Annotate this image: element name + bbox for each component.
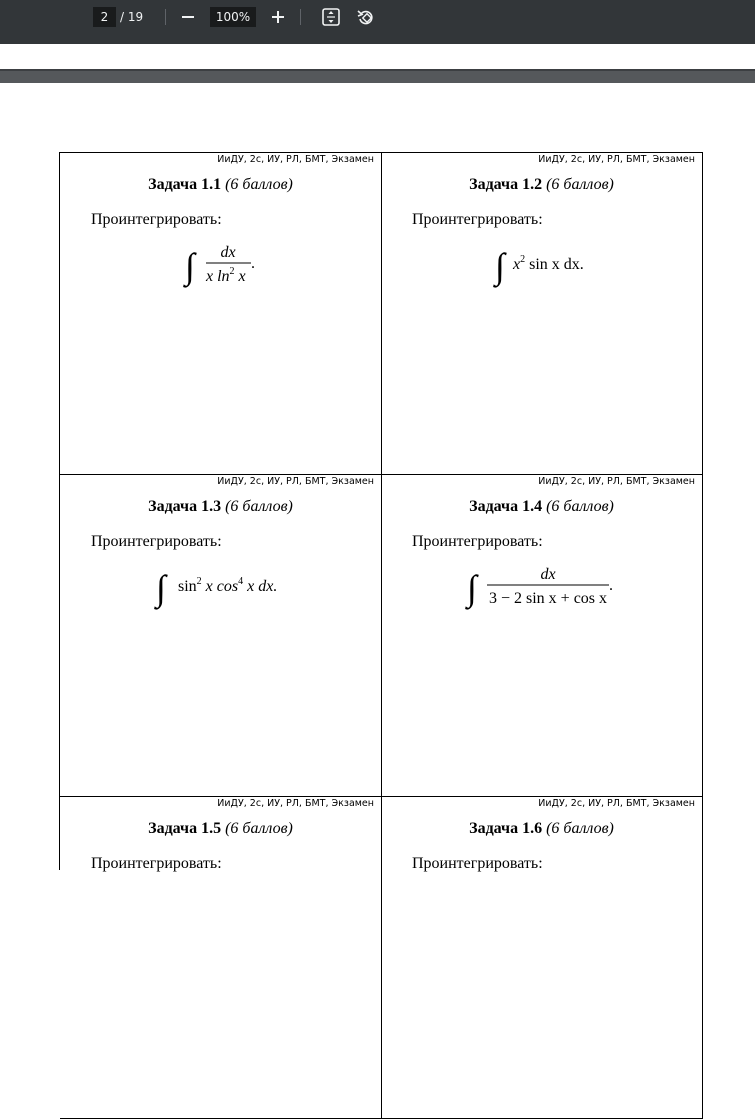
pdf-toolbar: [0, 0, 755, 44]
card-header: ИиДУ, 2с, ИУ, РЛ, БМТ, Экзамен: [538, 476, 695, 487]
integral-sign: ∫: [495, 246, 505, 286]
task-card: [381, 153, 703, 475]
card-header: ИиДУ, 2с, ИУ, РЛ, БМТ, Экзамен: [538, 798, 695, 809]
viewer-background: [0, 44, 755, 69]
integral-formula: [381, 153, 702, 313]
task-points: (6 баллов): [546, 176, 614, 193]
task-card: [60, 153, 382, 475]
task-card: [60, 797, 382, 1119]
task-card: [381, 797, 703, 1119]
plus-icon: [271, 10, 285, 24]
task-points: (6 баллов): [225, 176, 293, 193]
task-card: [381, 475, 703, 797]
zoom-out-button[interactable]: [176, 5, 200, 29]
formula-denominator: x $\ln^2 x$: [206, 266, 246, 285]
formula-period: .: [609, 577, 613, 594]
task-prompt: Проинтегрировать:: [91, 533, 222, 550]
integral-sign: ∫: [185, 246, 195, 286]
scrollbar-edge: [0, 69, 755, 71]
zoom-in-button[interactable]: [266, 5, 290, 29]
task-label: Задача 1.5: [148, 820, 222, 837]
toolbar-divider: [300, 9, 301, 25]
rotate-icon: [356, 7, 376, 27]
task-points: (6 баллов): [225, 820, 293, 837]
task-label: Задача 1.1: [148, 176, 222, 193]
formula-body: $\sin^2 x$ $\cos^4 x$ dx.: [178, 576, 278, 595]
minus-icon: [181, 10, 195, 24]
integral-formula: [381, 475, 702, 635]
integral-sign: ∫: [467, 568, 477, 608]
integral-formula: [60, 475, 381, 635]
task-prompt: Проинтегрировать:: [412, 533, 543, 550]
card-header: ИиДУ, 2с, ИУ, РЛ, БМТ, Экзамен: [217, 476, 374, 487]
formula-numerator: dx: [540, 566, 556, 583]
formula-numerator: dx: [220, 244, 236, 261]
task-prompt: Проинтегрировать:: [91, 211, 222, 228]
toolbar-divider: [165, 9, 166, 25]
card-header: ИиДУ, 2с, ИУ, РЛ, БМТ, Экзамен: [538, 154, 695, 165]
task-prompt: Проинтегрировать:: [412, 855, 543, 872]
integral-sign: ∫: [156, 568, 166, 608]
integral-formula: [60, 153, 381, 313]
task-label: Задача 1.2: [469, 176, 543, 193]
task-label: Задача 1.6: [469, 820, 543, 837]
task-label: Задача 1.3: [148, 498, 222, 515]
task-title: [60, 820, 381, 838]
formula-denominator: 3 − 2 sin x + cos x: [488, 590, 608, 607]
fit-page-icon: [321, 7, 341, 27]
task-points: (6 баллов): [546, 820, 614, 837]
task-title: [381, 820, 702, 838]
horizontal-scrollbar[interactable]: [0, 69, 755, 83]
formula-body: $x^2$ sin x dx.: [513, 254, 584, 273]
task-points: (6 баллов): [546, 498, 614, 515]
task-prompt: Проинтегрировать:: [91, 855, 222, 872]
formula-period: .: [251, 255, 255, 272]
task-points: (6 баллов): [225, 498, 293, 515]
task-grid: [59, 152, 703, 870]
page-number-input[interactable]: 2: [93, 7, 116, 27]
fit-page-button[interactable]: [319, 5, 343, 29]
task-card: [60, 475, 382, 797]
zoom-input[interactable]: 100%: [210, 7, 256, 27]
task-prompt: Проинтегрировать:: [412, 211, 543, 228]
page-total: / 19: [120, 10, 144, 24]
card-header: ИиДУ, 2с, ИУ, РЛ, БМТ, Экзамен: [217, 154, 374, 165]
card-header: ИиДУ, 2с, ИУ, РЛ, БМТ, Экзамен: [217, 798, 374, 809]
task-label: Задача 1.4: [469, 498, 543, 515]
rotate-button[interactable]: [354, 5, 378, 29]
